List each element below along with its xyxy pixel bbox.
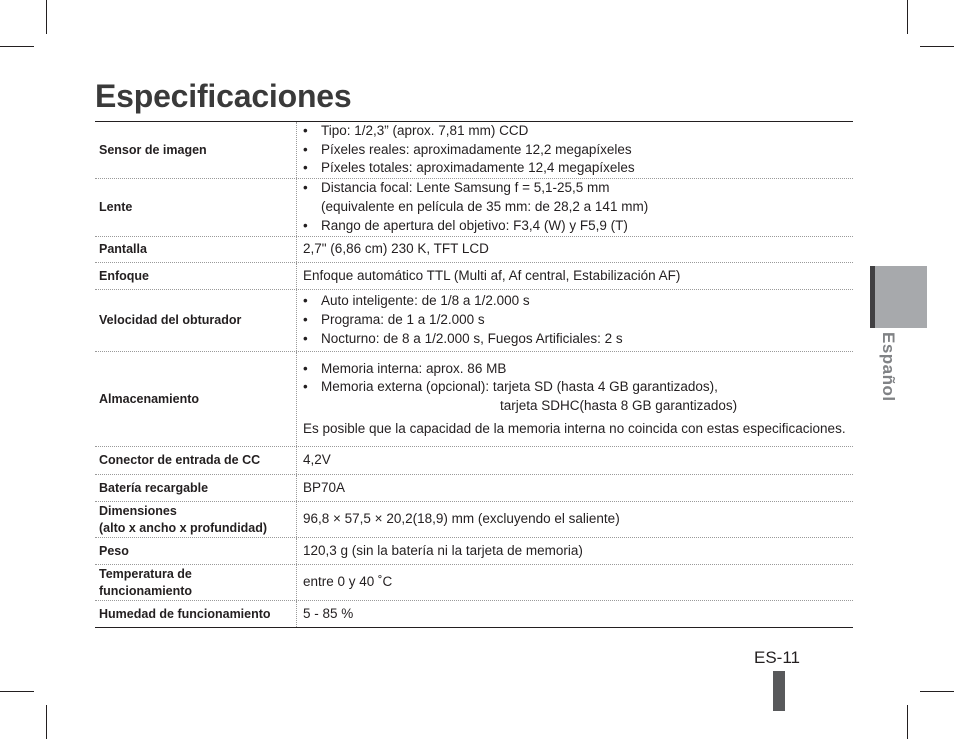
spec-bullet: • Memoria interna: aprox. 86 MB	[303, 360, 847, 379]
crop-mark	[907, 705, 908, 739]
spec-label-line: Dimensiones	[99, 503, 177, 518]
language-tab	[870, 266, 927, 328]
spec-value: entre 0 y 40 ˚C	[303, 574, 393, 590]
spec-label: Sensor de imagen	[95, 122, 297, 178]
spec-row-shutter	[95, 289, 853, 351]
spec-value: 5 - 85 %	[303, 605, 354, 621]
spec-row-humidity	[95, 600, 853, 627]
spec-row-focus	[95, 262, 853, 289]
language-label: Español	[879, 332, 898, 402]
spec-bullet: • Píxeles reales: aproximadamente 12,2 megapíxeles	[303, 141, 847, 160]
spec-bullet: • Memoria externa (opcional): tarjeta SD (hasta 4 GB garantizados),	[303, 378, 847, 397]
spec-row-storage	[95, 351, 853, 446]
spec-label-line: funcionamiento	[99, 583, 193, 598]
spec-bullet: • Distancia focal: Lente Samsung f = 5,1-25,5 mm	[303, 179, 847, 198]
page-title: Especificaciones	[95, 78, 352, 114]
spec-continuation: tarjeta SDHC(hasta 8 GB garantizados)	[500, 398, 738, 413]
spec-row-weight	[95, 537, 853, 564]
spec-bullet: • Píxeles totales: aproximadamente 12,4 megapíxeles	[303, 159, 847, 178]
crop-mark	[46, 0, 47, 34]
crop-mark	[920, 691, 954, 692]
crop-mark	[0, 46, 34, 47]
spec-row-battery	[95, 474, 853, 501]
spec-label-line: (alto x ancho x profundidad)	[99, 520, 268, 535]
spec-label	[95, 565, 297, 600]
spec-label: Conector de entrada de CC	[95, 447, 297, 474]
spec-row-dimensions	[95, 501, 853, 537]
spec-label: Pantalla	[95, 237, 297, 262]
spec-row-lens	[95, 178, 853, 236]
spec-bullet: • Rango de apertura del objetivo: F3,4 (W) y F5,9 (T)	[303, 217, 847, 236]
spec-bullet: • Nocturno: de 8 a 1/2.000 s, Fuegos Artificiales: 2 s	[303, 330, 847, 349]
spec-value	[297, 122, 853, 178]
spec-value: 4,2V	[303, 452, 331, 468]
spec-note: Es posible que la capacidad de la memoria interna no coincida con estas especificaciones.	[303, 420, 846, 436]
spec-value: Enfoque automático TTL (Multi af, Af central, Estabilización AF)	[303, 267, 681, 283]
spec-value: 120,3 g (sin la batería ni la tarjeta de memoria)	[303, 542, 583, 558]
spec-value	[297, 179, 853, 236]
spec-label: Almacenamiento	[95, 352, 297, 446]
spec-bullet: • Programa: de 1 a 1/2.000 s	[303, 311, 847, 330]
spec-value: BP70A	[303, 479, 346, 495]
spec-continuation: (equivalente en película de 35 mm: de 28,2 a 141 mm)	[321, 199, 649, 215]
crop-mark	[46, 705, 47, 739]
spec-table	[95, 121, 853, 628]
spec-label: Enfoque	[95, 263, 297, 289]
crop-mark	[0, 691, 34, 692]
spec-value	[297, 352, 853, 446]
spec-label: Humedad de funcionamiento	[95, 601, 297, 627]
spec-label	[95, 502, 297, 537]
crop-mark	[907, 0, 908, 34]
spec-bullet: • Auto inteligente: de 1/8 a 1/2.000 s	[303, 292, 847, 311]
spec-label: Velocidad del obturador	[95, 290, 297, 351]
page-number-bar	[773, 671, 785, 711]
spec-value: 2,7" (6,86 cm) 230 K, TFT LCD	[303, 241, 489, 257]
spec-row-display	[95, 236, 853, 262]
spec-row-dc-input	[95, 446, 853, 474]
language-tab-edge	[870, 266, 875, 328]
spec-bullet: • Tipo: 1/2,3” (aprox. 7,81 mm) CCD	[303, 122, 847, 141]
page-number: ES-11	[754, 648, 800, 667]
spec-label: Batería recargable	[95, 475, 297, 501]
spec-row-temperature	[95, 564, 853, 600]
spec-row-sensor	[95, 122, 853, 178]
spec-value: 96,8 × 57,5 × 20,2(18,9) mm (excluyendo el saliente)	[303, 511, 620, 527]
spec-label-line: Temperatura de	[99, 566, 192, 581]
spec-label: Peso	[95, 538, 297, 564]
crop-mark	[920, 46, 954, 47]
spec-label: Lente	[95, 179, 297, 236]
spec-value	[297, 290, 853, 351]
